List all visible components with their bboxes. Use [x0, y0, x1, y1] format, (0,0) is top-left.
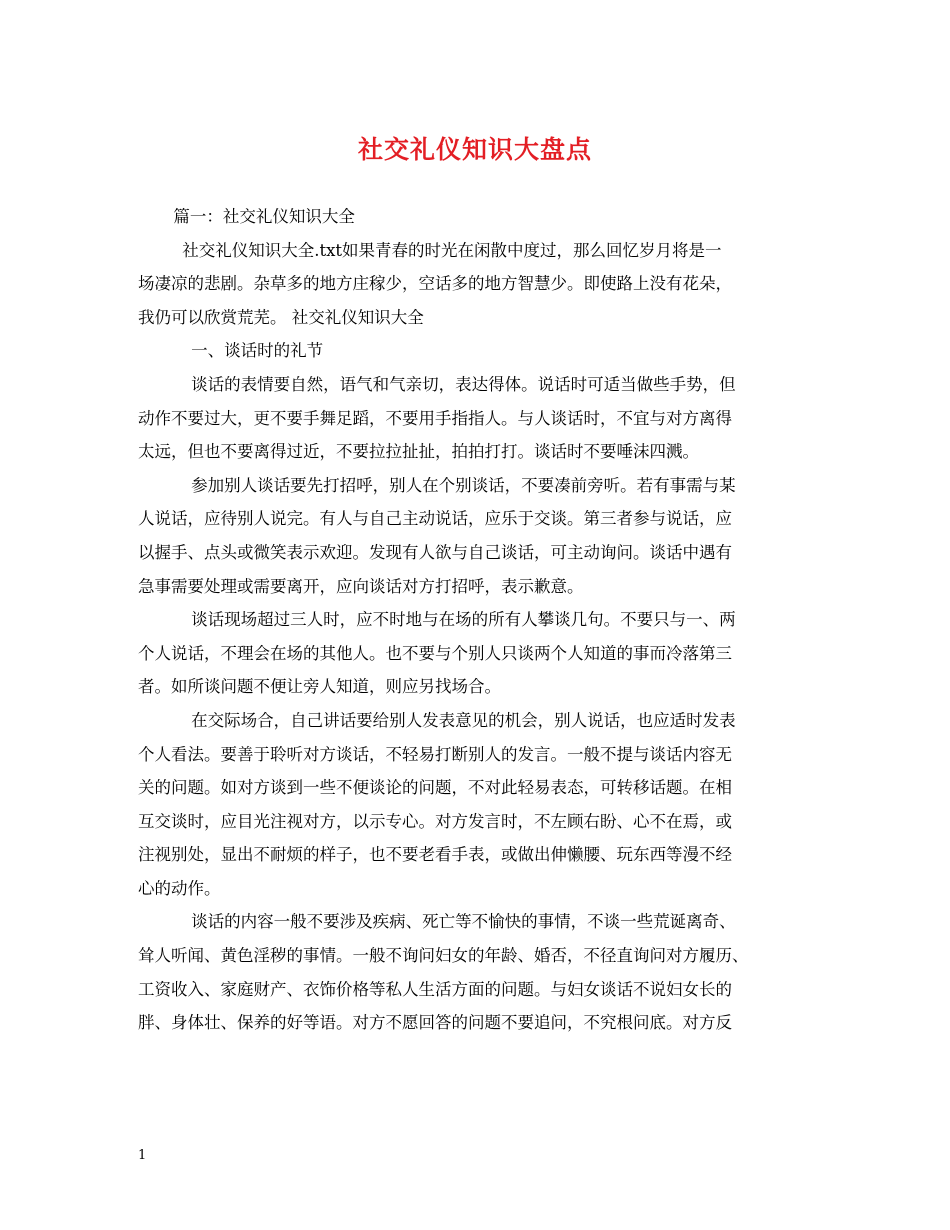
body-line: 互交谈时，应目光注视对方，以示专心。对方发言时，不左顾右盼、心不在焉，或	[138, 811, 732, 831]
body-line: 者。如所谈问题不便让旁人知道，则应另找场合。	[138, 677, 501, 697]
body-line: 个人看法。要善于聆听对方谈话，不轻易打断别人的发言。一般不提与谈话内容无	[138, 744, 732, 764]
body-line: 关的问题。如对方谈到一些不便谈论的问题，不对此轻易表态，可转移话题。在相	[138, 778, 732, 798]
body-line: 谈话的内容一般不要涉及疾病、死亡等不愉快的事情，不谈一些荒诞离奇、	[191, 912, 736, 932]
body-line: 个人说话，不理会在场的其他人。也不要与个别人只谈两个人知道的事而冷落第三	[138, 643, 732, 663]
document-body	[138, 200, 818, 1040]
body-line: 参加别人谈话要先打招呼，别人在个别谈话，不要凑前旁听。若有事需与某	[191, 475, 736, 495]
body-line: 篇一：社交礼仪知识大全	[173, 207, 355, 226]
body-line: 心的动作。	[138, 878, 221, 898]
body-line: 人说话，应待别人说完。有人与自己主动说话，应乐于交谈。第三者参与说话，应	[138, 509, 732, 529]
body-line: 一、谈话时的礼节	[191, 341, 324, 361]
body-line: 胖、身体壮、保养的好等语。对方不愿回答的问题不要追问，不究根问底。对方反	[138, 1013, 732, 1033]
page-number: 1	[138, 1148, 147, 1163]
body-line: 急事需要处理或需要离开，应向谈话对方打招呼，表示歉意。	[138, 576, 584, 596]
body-line: 工资收入、家庭财产、衣饰价格等私人生活方面的问题。与妇女谈话不说妇女长的	[138, 979, 732, 999]
body-line: 谈话现场超过三人时，应不时地与在场的所有人攀谈几句。不要只与一、两	[191, 610, 736, 630]
body-line: 场凄凉的悲剧。杂草多的地方庄稼少，空话多的地方智慧少。即使路上没有花朵，	[138, 274, 732, 294]
body-line: 太远，但也不要离得过近，不要拉拉扯扯，拍拍打打。谈话时不要唾沫四溅。	[138, 442, 699, 462]
body-line: 谈话的表情要自然，语气和气亲切，表达得体。说话时可适当做些手势，但	[191, 374, 736, 394]
body-line: 动作不要过大，更不要手舞足蹈，不要用手指指人。与人谈话时，不宜与对方离得	[138, 408, 732, 428]
document-title: 社交礼仪知识大盘点	[357, 135, 592, 164]
body-line: 注视别处，显出不耐烦的样子，也不要老看手表，或做出伸懒腰、玩东西等漫不经	[138, 845, 732, 865]
body-line: 以握手、点头或微笑表示欢迎。发现有人欲与自己谈话，可主动询问。谈话中遇有	[138, 542, 732, 562]
body-line: 耸人听闻、黄色淫秽的事情。一般不询问妇女的年龄、婚否，不径直询问对方履历、	[138, 946, 749, 966]
body-line: 社交礼仪知识大全.txt如果青春的时光在闲散中度过，那么回忆岁月将是一	[182, 240, 722, 260]
body-line: 在交际场合，自己讲话要给别人发表意见的机会，别人说话，也应适时发表	[191, 710, 736, 730]
body-line: 我仍可以欣赏荒芜。 社交礼仪知识大全	[138, 307, 424, 327]
